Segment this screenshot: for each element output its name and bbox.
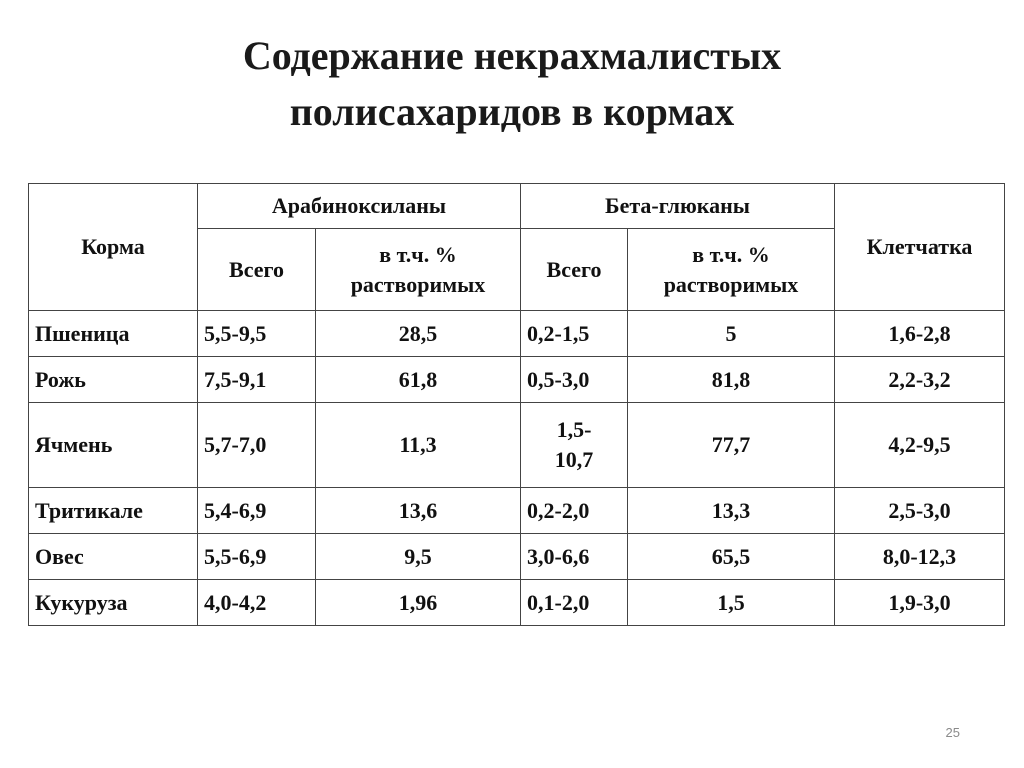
bg-total-line2: 10,7: [554, 447, 594, 472]
table-row: [29, 580, 1005, 626]
bg-soluble-cell: 81,8: [628, 357, 835, 403]
ax-soluble-cell: 28,5: [316, 311, 521, 357]
bg-soluble-cell: 5: [628, 311, 835, 357]
fiber-cell: 2,5-3,0: [835, 488, 1005, 534]
row-name: Овес: [29, 534, 198, 580]
title-line-1: Содержание некрахмалистых: [242, 33, 782, 78]
table-row: [29, 311, 1005, 357]
header-ax-soluble: [316, 229, 521, 311]
bg-soluble-cell: 65,5: [628, 534, 835, 580]
header-arabinoxylans: Арабиноксиланы: [198, 184, 521, 229]
nsp-content-table: [28, 183, 1005, 626]
ax-soluble-cell: 1,96: [316, 580, 521, 626]
fiber-cell: 8,0-12,3: [835, 534, 1005, 580]
bg-total-cell: 0,2-2,0: [521, 488, 628, 534]
bg-soluble-cell: 77,7: [628, 403, 835, 488]
fiber-cell: 1,6-2,8: [835, 311, 1005, 357]
slide-title: [0, 28, 1024, 140]
fiber-cell: 2,2-3,2: [835, 357, 1005, 403]
table-row: [29, 534, 1005, 580]
ax-soluble-cell: 11,3: [316, 403, 521, 488]
ax-total-cell: 4,0-4,2: [198, 580, 316, 626]
page-number: 25: [945, 725, 960, 740]
header-bg-soluble-line2: растворимых: [663, 271, 799, 297]
bg-total-line1: 1,5-: [556, 417, 592, 442]
header-fiber: Клетчатка: [835, 184, 1005, 311]
header-bg-soluble: [628, 229, 835, 311]
title-line-2: полисахаридов в кормах: [289, 89, 735, 134]
header-beta-glucans: Бета-глюканы: [521, 184, 835, 229]
ax-soluble-cell: 61,8: [316, 357, 521, 403]
bg-total-cell: 0,5-3,0: [521, 357, 628, 403]
ax-soluble-cell: 13,6: [316, 488, 521, 534]
header-bg-total: Всего: [521, 229, 628, 311]
bg-total-cell: [521, 403, 628, 488]
bg-soluble-cell: 1,5: [628, 580, 835, 626]
header-korma: Корма: [29, 184, 198, 311]
bg-soluble-cell: 13,3: [628, 488, 835, 534]
header-row-1: [29, 184, 1005, 229]
bg-total-cell: 0,2-1,5: [521, 311, 628, 357]
row-name: Рожь: [29, 357, 198, 403]
header-bg-soluble-line1: в т.ч. %: [692, 241, 770, 267]
ax-total-cell: 5,5-6,9: [198, 534, 316, 580]
fiber-cell: 4,2-9,5: [835, 403, 1005, 488]
fiber-cell: 1,9-3,0: [835, 580, 1005, 626]
ax-total-cell: 5,5-9,5: [198, 311, 316, 357]
ax-total-cell: 7,5-9,1: [198, 357, 316, 403]
row-name: Пшеница: [29, 311, 198, 357]
ax-total-cell: 5,7-7,0: [198, 403, 316, 488]
ax-total-cell: 5,4-6,9: [198, 488, 316, 534]
table-row: [29, 488, 1005, 534]
header-ax-soluble-line1: в т.ч. %: [379, 241, 457, 267]
header-ax-total: Всего: [198, 229, 316, 311]
table-row: [29, 403, 1005, 488]
header-ax-soluble-line2: растворимых: [350, 271, 486, 297]
row-name: Ячмень: [29, 403, 198, 488]
row-name: Кукуруза: [29, 580, 198, 626]
bg-total-cell: 3,0-6,6: [521, 534, 628, 580]
table-row: [29, 357, 1005, 403]
row-name: Тритикале: [29, 488, 198, 534]
bg-total-cell: 0,1-2,0: [521, 580, 628, 626]
ax-soluble-cell: 9,5: [316, 534, 521, 580]
